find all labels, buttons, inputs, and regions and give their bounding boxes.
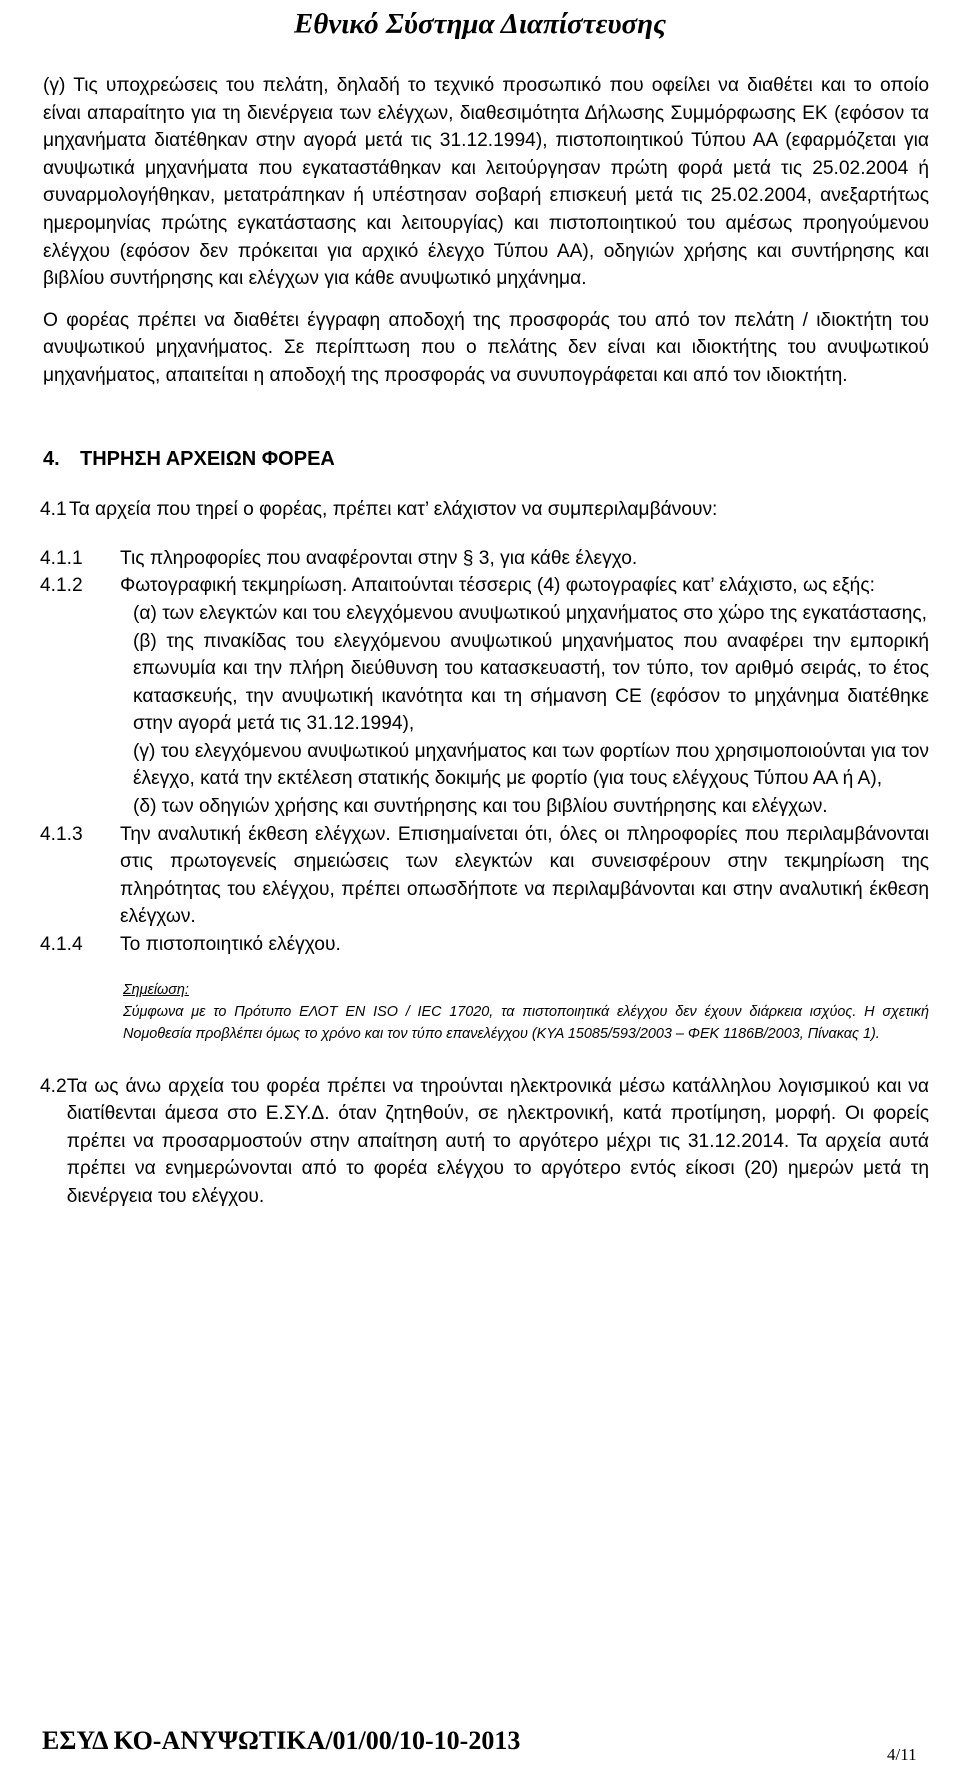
item-number: 4.1.4 bbox=[40, 934, 83, 956]
photo-item-b: (β) της πινακίδας του ελεγχόμενου ανυψωτικού μηχανήματος που αναφέρει την εμπορική επωνυμία και την πλήρη διεύθυνση του κατασκευαστή, τον τύπο, τον αριθμό σειράς, το έτος κατασκευής, την ανυψωτική ικανότητα και τη σήμανση CE (εφόσον το μηχάνημα διατέθηκε στην αγορά μετά τις 31.12.1994), bbox=[133, 630, 929, 735]
subsection-number: 4.1 bbox=[40, 499, 67, 521]
subsection-text: Τα αρχεία που τηρεί ο φορέας, πρέπει κατ’ ελάχιστον να συμπεριλαμβάνουν: bbox=[68, 499, 718, 521]
item-text: Το πιστοποιητικό ελέγχου. bbox=[120, 934, 341, 956]
item-number: 4.1.2 bbox=[40, 575, 83, 597]
list-item-4-1-3 bbox=[40, 821, 929, 931]
list-item-4-1-4 bbox=[40, 931, 929, 959]
list-item-4-1-1 bbox=[40, 545, 929, 573]
document-header-title: Εθνικό Σύστημα Διαπίστευσης bbox=[293, 8, 667, 40]
item-number: 4.1.1 bbox=[40, 547, 83, 569]
subsection-4-1 bbox=[40, 496, 929, 524]
paragraph-offer-acceptance: Ο φορέας πρέπει να διαθέτει έγγραφη αποδοχή της προσφοράς του από τον πελάτη / ιδιοκτήτη του ανυψωτικού μηχανήματος. Σε περίπτωση που ο πελάτης δεν είναι και ιδιοκτήτης του ανυψωτικού μηχανήματος, απαιτείται η αποδοχή της προσφοράς να συνυπογράφεται και από τον ιδιοκτήτη. bbox=[43, 309, 929, 386]
page-number: 4/11 bbox=[887, 1745, 917, 1764]
note-label: Σημείωση: bbox=[123, 981, 189, 998]
item-number: 4.1.3 bbox=[40, 823, 83, 845]
note-text: Σύμφωνα με το Πρότυπο ΕΛΟΤ ΕΝ ISO / IEC 17020, τα πιστοποιητικά ελέγχου δεν έχουν διάρκεια ισχύος. Η σχετική Νομοθεσία προβλέπει όμως το χρόνο και τον τύπο επανελέγχου (ΚΥΑ 15085/593/2003 – ΦΕΚ 1186Β/2003, Πίνακας 1). bbox=[123, 1003, 929, 1042]
subsection-4-2 bbox=[40, 1073, 929, 1211]
document-code: ΕΣΥΔ ΚΟ-ΑΝΥΨΩΤΙΚΑ/01/00/10-10-2013 bbox=[42, 1726, 521, 1755]
photo-item-a: (α) των ελεγκτών και του ελεγχόμενου ανυψωτικού μηχανήματος στο χώρο της εγκατάστασης, bbox=[133, 602, 927, 624]
section-number: 4. bbox=[43, 447, 60, 470]
photo-item-d: (δ) των οδηγιών χρήσης και συντήρησης και του βιβλίου συντήρησης και ελέγχων. bbox=[133, 796, 828, 818]
subsection-text: Τα ως άνω αρχεία του φορέα πρέπει να τηρούνται ηλεκτρονικά μέσω κατάλληλου λογισμικού και να διατίθενται άμεσα στο Ε.ΣΥ.Δ. όταν ζητηθούν, σε ηλεκτρονική, κατά προτίμηση, μορφή. Οι φορείς πρέπει να προσαρμοστούν στην απαίτηση αυτή το αργότερο μέχρι τις 31.12.2014. Τα αρχεία αυτά πρέπει να ενημερώνονται από το φορέα ελέγχου το αργότερο εντός είκοσι (20) ημερών μετά τη διενέργεια του ελέγχου. bbox=[66, 1075, 929, 1207]
list-item-4-1-2 bbox=[40, 572, 929, 820]
note-block bbox=[123, 979, 929, 1045]
item-text: Την αναλυτική έκθεση ελέγχων. Επισημαίνεται ότι, όλες οι πληροφορίες που περιλαμβάνονται στις πρωτογενείς σημειώσεις των ελεγκτών και συνεισφέρουν στην τεκμηρίωση της πληρότητας του ελέγχου, πρέπει οπωσδήποτε να περιλαμβάνονται και στην αναλυτική έκθεση ελέγχων. bbox=[120, 823, 929, 928]
subsection-number: 4.2 bbox=[40, 1075, 67, 1097]
paragraph-client-obligations: (γ) Τις υποχρεώσεις του πελάτη, δηλαδή το τεχνικό προσωπικό που οφείλει να διαθέτει και το οποίο είναι απαραίτητο για τη διενέργεια των ελέγχων, διαθεσιμότητα Δήλωσης Συμμόρφωσης ΕΚ (εφόσον τα μηχανήματα διατέθηκαν στην αγορά μετά τις 31.12.1994), πιστοποιητικού Τύπου ΑΑ (εφαρμόζεται για ανυψωτικά μηχανήματα που εγκαταστάθηκαν και λειτούργησαν πρώτη φορά μετά τις 25.02.2004 ή συναρμολογήθηκαν, μετατράπηκαν ή υπέστησαν σοβαρή επισκευή μετά τις 25.02.2004, ανεξαρτήτως ημερομηνίας πρώτης εγκατάστασης και λειτουργίας) και πιστοποιητικού του αμέσως προηγούμενου ελέγχου (εφόσον δεν πρόκειται για αρχικό έλεγχο Τύπου ΑΑ), οδηγιών χρήσης και συντήρησης και βιβλίου συντήρησης και ελέγχων για κάθε ανυψωτικό μηχάνημα. bbox=[43, 75, 929, 290]
item-text: Φωτογραφική τεκμηρίωση. Απαιτούνται τέσσερις (4) φωτογραφίες κατ’ ελάχιστο, ως εξής: bbox=[120, 575, 875, 597]
photo-item-c: (γ) του ελεγχόμενου ανυψωτικού μηχανήματος και των φορτίων που χρησιμοποιούνται για τον έλεγχο, κατά την εκτέλεση στατικής δοκιμής με φορτίο (για τους ελέγχους Τύπου ΑΑ ή Α), bbox=[133, 740, 929, 790]
section-title: ΤΗΡΗΣΗ ΑΡΧΕΙΩΝ ΦΟΡΕΑ bbox=[80, 447, 335, 470]
document-body bbox=[40, 72, 929, 1211]
item-text: Τις πληροφορίες που αναφέρονται στην § 3, για κάθε έλεγχο. bbox=[120, 547, 638, 569]
section-heading bbox=[43, 446, 929, 474]
records-list bbox=[40, 545, 929, 959]
